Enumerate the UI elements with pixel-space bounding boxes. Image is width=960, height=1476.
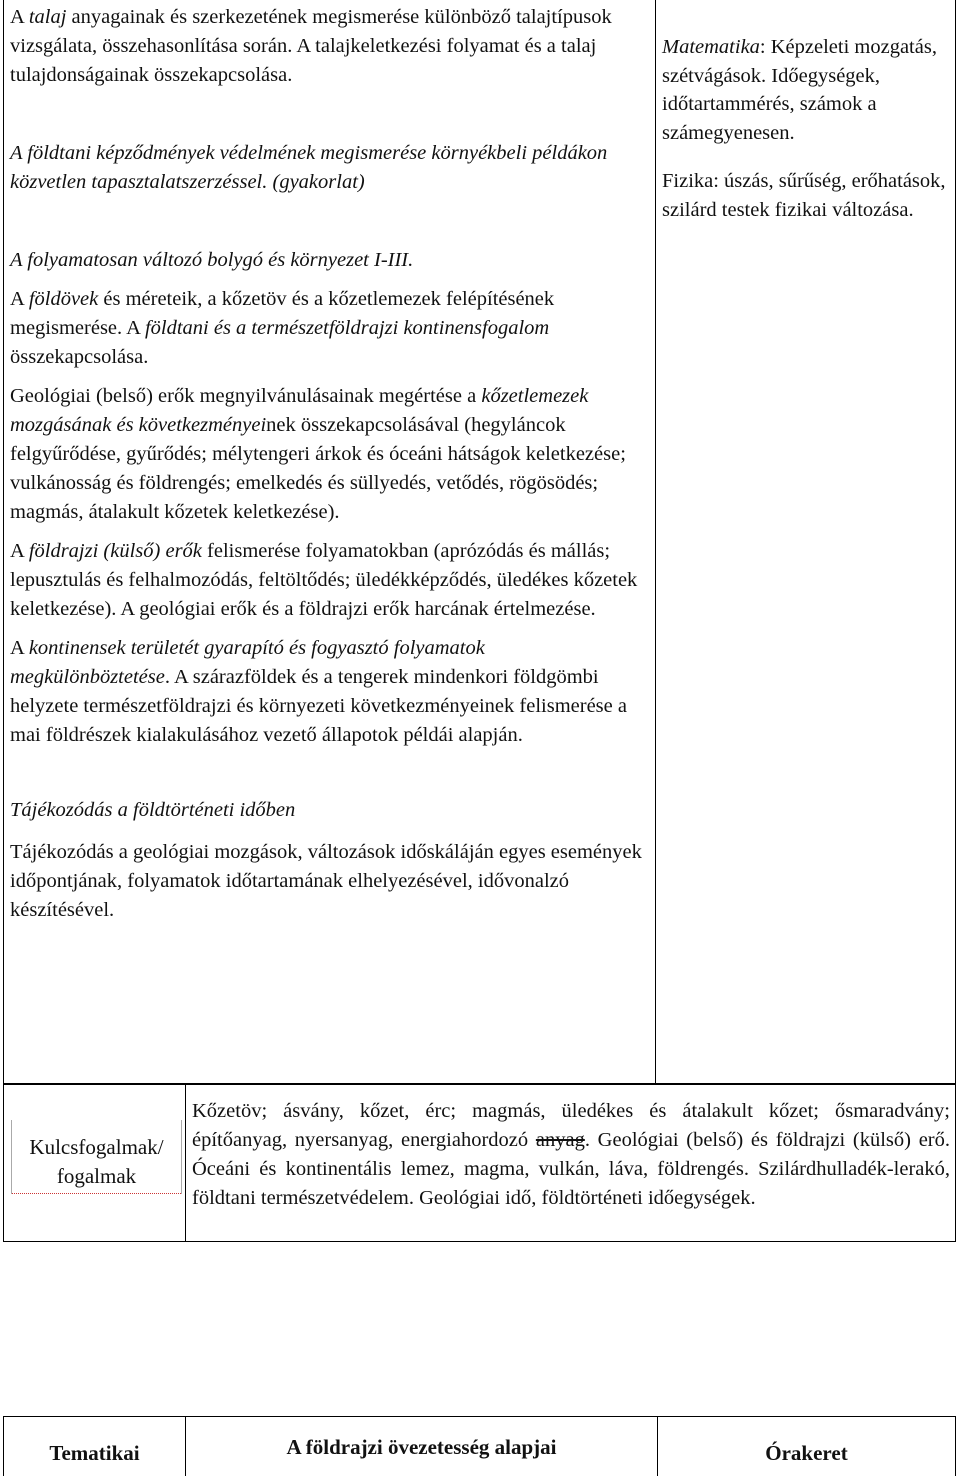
idoskala-paragraph: Tájékozódás a geológiai mozgások, változások időskáláján egyes események időpontjának, folyamatok időtartamának elhelyezésével, idővonalzó készítésével. [10,841,642,921]
kf-table-left-border [3,1084,4,1242]
bottom-table-top-border [3,1416,956,1417]
vedelem-paragraph: A földtani képződmények védelmének megismerése környékbeli példákon közvetlen tapasztalatszerzéssel. (gyakorlat) [10,142,608,193]
talaj-paragraph: A talaj anyagainak és szerkezetének megismerése különböző talajtípusok vizsgálata, összehasonlítása során. A talajkeletkezési folyamat és a talaj tulajdonságainak összekapcsolása. [10,6,612,86]
bottom-table-tematikai: Tematikai [49,1441,140,1465]
bottom-table-right-border [955,1416,956,1476]
section-heading-foldtorteneti-ido: Tájékozódás a földtörténeti időben [10,799,296,821]
main-table-column-divider [655,0,656,1084]
kf-table-column-divider [185,1084,186,1242]
kf-label-box [11,1120,182,1194]
fizika-paragraph: Fizika: úszás, sűrűség, erőhatások, szilárd testek fizikai változása. [662,170,946,221]
foldovek-paragraph: A földövek és méreteik, a kőzetöv és a kőzetlemezek felépítésének megismerése. A földtani és a természetföldrajzi kontinensfogalom összekapcsolása. [10,288,555,368]
kf-text: Kőzetöv; ásvány, kőzet, érc; magmás, üledékes és átalakult kőzet; ősmaradvány; építőanyag, nyersanyag, energiahordozó anyag. Geológiai (belső) és földrajzi (külső) erő. Óceáni és kontinentális lemez, magma, vulkán, láva, földrengés. Szilárdhulladék-lerakó, földtani természetvédelem. Geológiai idő, földtörténeti időegységek. [192,1100,951,1209]
main-table-right-border [955,0,956,1084]
kf-table-top-border [3,1084,956,1085]
foldrajzi-erok-paragraph: A földrajzi (külső) erők felismerése folyamatokban (aprózódás és mállás; lepusztulás és felhalmozódás, feltöltődés; üledékképződés, üledékes kőzetek keletkezése). A geológiai erők és a földrajzi erők harcának értelmezése. [10,540,638,620]
kf-table-right-border [955,1084,956,1242]
main-table-left-border [3,0,4,1084]
kontinensek-paragraph: A kontinensek területét gyarapító és fogyasztó folyamatok megkülönböztetése. A szárazföldek és a tengerek mindenkori földgömbi helyzete természetföldrajzi és környezeti következményeinek felismerése a mai földrészek kialakulásához vezető állapotok példái alapján. [10,637,627,746]
bottom-table-title: A földrajzi övezetesség alapjai [286,1435,557,1459]
bottom-table-orakeret: Órakeret [765,1441,848,1465]
kf-label: Kulcsfogalmak/ fogalmak [29,1135,164,1188]
main-table-left-cell [10,3,648,925]
geologiai-erok-paragraph: Geológiai (belső) erők megnyilvánulásainak megértése a kőzetlemezek mozgásának és következményeinek összekapcsolásával (hegyláncok felgyűrődése, gyűrődés; mélytengeri árkok és óceáni hátságok keletkezése; vulkánosság és földrengés; emelkedés és süllyedés, vetődés, rögösödés; magmás, átalakult kőzetek keletkezése). [10,385,626,523]
main-table-right-cell [662,33,950,236]
kf-table-bottom-border [3,1241,956,1242]
kf-label-underline [12,1193,181,1194]
section-heading-valtozo-bolygo: A folyamatosan változó bolygó és környezet I-III. [10,249,414,271]
matematika-paragraph: Matematika: Képzeleti mozgatás, szétvágások. Időegységek, időtartammérés, számok a számegyenesen. [662,36,937,144]
